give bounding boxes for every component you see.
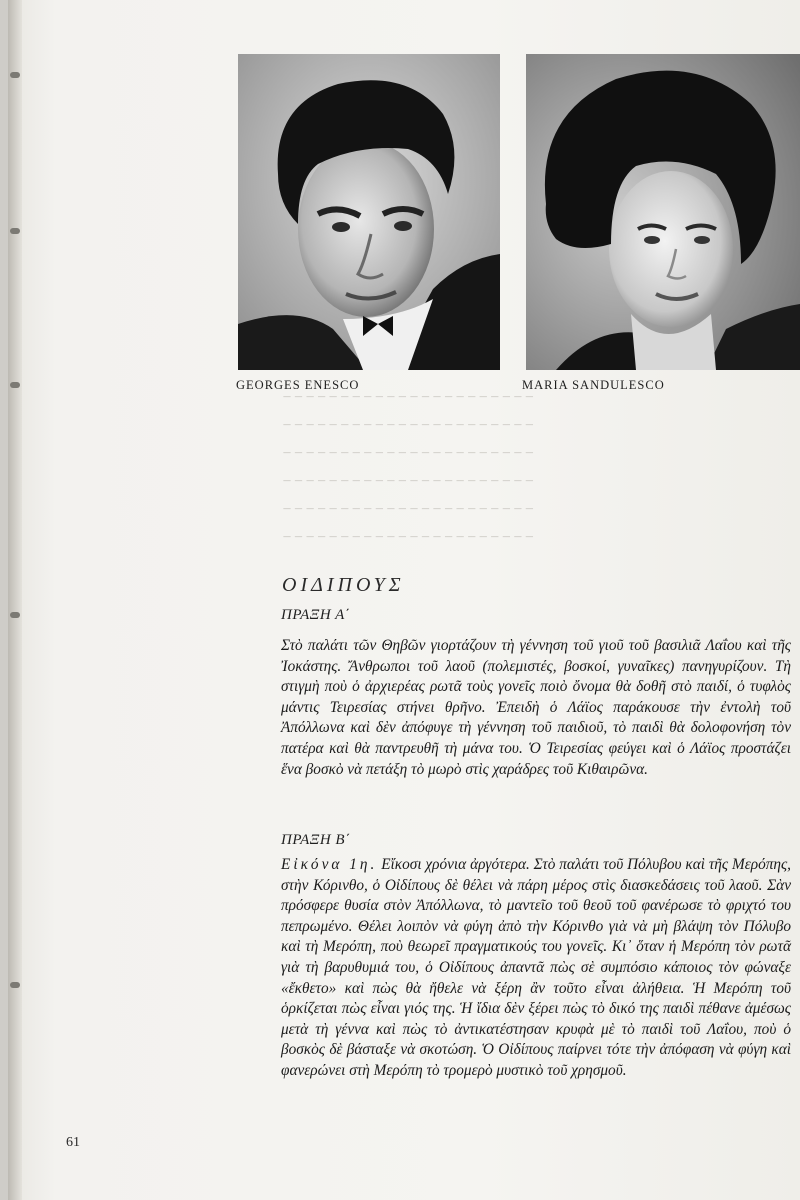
- binding-hole: [10, 612, 20, 618]
- bleed-through-line: — — — — — — — — — — — — — — — — — — — — — —: [283, 532, 534, 541]
- bleed-through-line: — — — — — — — — — — — — — — — — — — — — — —: [283, 504, 534, 513]
- photo-caption: GEORGES ENESCO: [236, 378, 360, 392]
- portrait-photo-maria-sandulesco: [526, 54, 800, 370]
- binding-hole: [10, 228, 20, 234]
- photo-caption: MARIA SANDULESCO: [522, 378, 665, 392]
- act-heading: ΠΡΑΞΗ Α΄: [281, 607, 351, 623]
- scene-text: Εἴκοσι χρόνια ἀργότερα. Στὸ παλάτι τοῦ Πόλυβου καὶ τῆς Μερόπης, στὴν Κόρινθο, ὁ Οἰδίπους δὲ θέλει νὰ πάρη μέρος στὶς διασκεδάσεις τοῦ λαοῦ. Σὰν πρόσφερε θυσία στὸν Ἀπόλλωνα, τὸ μαντεῖο τοῦ θεοῦ τοῦ φανέρωσε τὸ φριχτό του πεπρωμένο. Θέλει λοιπὸν νὰ φύγη ἀπὸ τὴν Κόρινθο γιὰ νὰ μὴ βλάψη τὸν Πόλυβο καὶ τὴ Μερόπη, ποὺ θεωρεῖ πραγματικούς του γονεῖς. Κι᾽ ὅταν ἡ Μερόπη τὸν ρωτᾶ γιὰ τὴ βαρυθυμιά του, ὁ Οἰδίπους ἀπαντᾶ πὼς σὲ συμπόσιο κάποιος τὸν φώναξε «ἔκθετο» καὶ πὼς θὰ ἤθελε νὰ ξέρη ἂν τοῦτο εἶναι ἀλήθεια. Ἡ Μερόπη τοῦ ὁρκίζεται πὼς εἶναι γιός της. Ἡ ἴδια δὲν ξέρει πὼς τὸ δικό της παιδὶ πέθανε ἀμέσως μετὰ τὴ γέννα καὶ πὼς τὸ ἀντικατέστησαν κρυφὰ μὲ τὸ παιδὶ τοῦ Λαΐου, ποὺ ὁ βοσκὸς δὲ βάσταξε νὰ σκοτώση. Ὁ Οἰδίπους παίρνει τότε τὴν ἀπόφαση νὰ φύγη καὶ φανερώνει στὴ Μερόπη τὸ τρομερὸ μυστικὸ τοῦ χρησμοῦ.: [281, 856, 791, 1079]
- book-page: [8, 0, 800, 1200]
- binding-hole: [10, 382, 20, 388]
- portrait-photo-georges-enesco: [238, 54, 500, 370]
- page-binding: [8, 0, 22, 1200]
- bleed-through-line: — — — — — — — — — — — — — — — — — — — — — —: [283, 392, 534, 401]
- act-synopsis-paragraph: [281, 855, 791, 1082]
- bleed-through-line: — — — — — — — — — — — — — — — — — — — — — —: [283, 476, 534, 485]
- bleed-through-line: — — — — — — — — — — — — — — — — — — — — — —: [283, 448, 534, 457]
- portrait-image: [238, 54, 500, 370]
- page-number: 61: [66, 1135, 80, 1150]
- scene-label: Εἰκόνα 1η.: [281, 856, 378, 873]
- bleed-through-line: — — — — — — — — — — — — — — — — — — — — — —: [283, 420, 534, 429]
- binding-hole: [10, 982, 20, 988]
- act-heading: ΠΡΑΞΗ Β΄: [281, 832, 351, 848]
- portrait-image: [526, 54, 800, 370]
- act-synopsis-paragraph: Στὸ παλάτι τῶν Θηβῶν γιορτάζουν τὴ γέννηση τοῦ γιοῦ τοῦ βασιλιᾶ Λαΐου καὶ τῆς Ἰοκάστης. Ἄνθρωποι τοῦ λαοῦ (πολεμιστές, βοσκοί, γυναῖκες) πανηγυρίζουν. Τὴ στιγμὴ ποὺ ὁ ἀρχιερέας ρωτᾶ τοὺς γονεῖς ποιὸ ὄνομα θὰ δοθῆ στὸ παιδί, ὁ τυφλὸς μάντις Τειρεσίας στήνει θρῆνο. Ἐπειδὴ ὁ Λάϊος παράκουσε τὴν ἐντολὴ τοῦ Ἀπόλλωνα καὶ δὲν ἀπόφυγε τὴ γέννηση τοῦ παιδιοῦ, τὸ παιδὶ θὰ δολοφονήση τὸν πατέρα καὶ θὰ παντρευθῆ τὴ μάνα του. Ὁ Τειρεσίας φεύγει καὶ ὁ Λάϊος προστάζει ἕνα βοσκὸ νὰ πετάξη τὸ μωρὸ στὶς χαράδρες τοῦ Κιθαιρῶνα.: [281, 637, 791, 778]
- synopsis-title: ΟΙΔΙΠΟΥΣ: [282, 574, 405, 596]
- binding-hole: [10, 72, 20, 78]
